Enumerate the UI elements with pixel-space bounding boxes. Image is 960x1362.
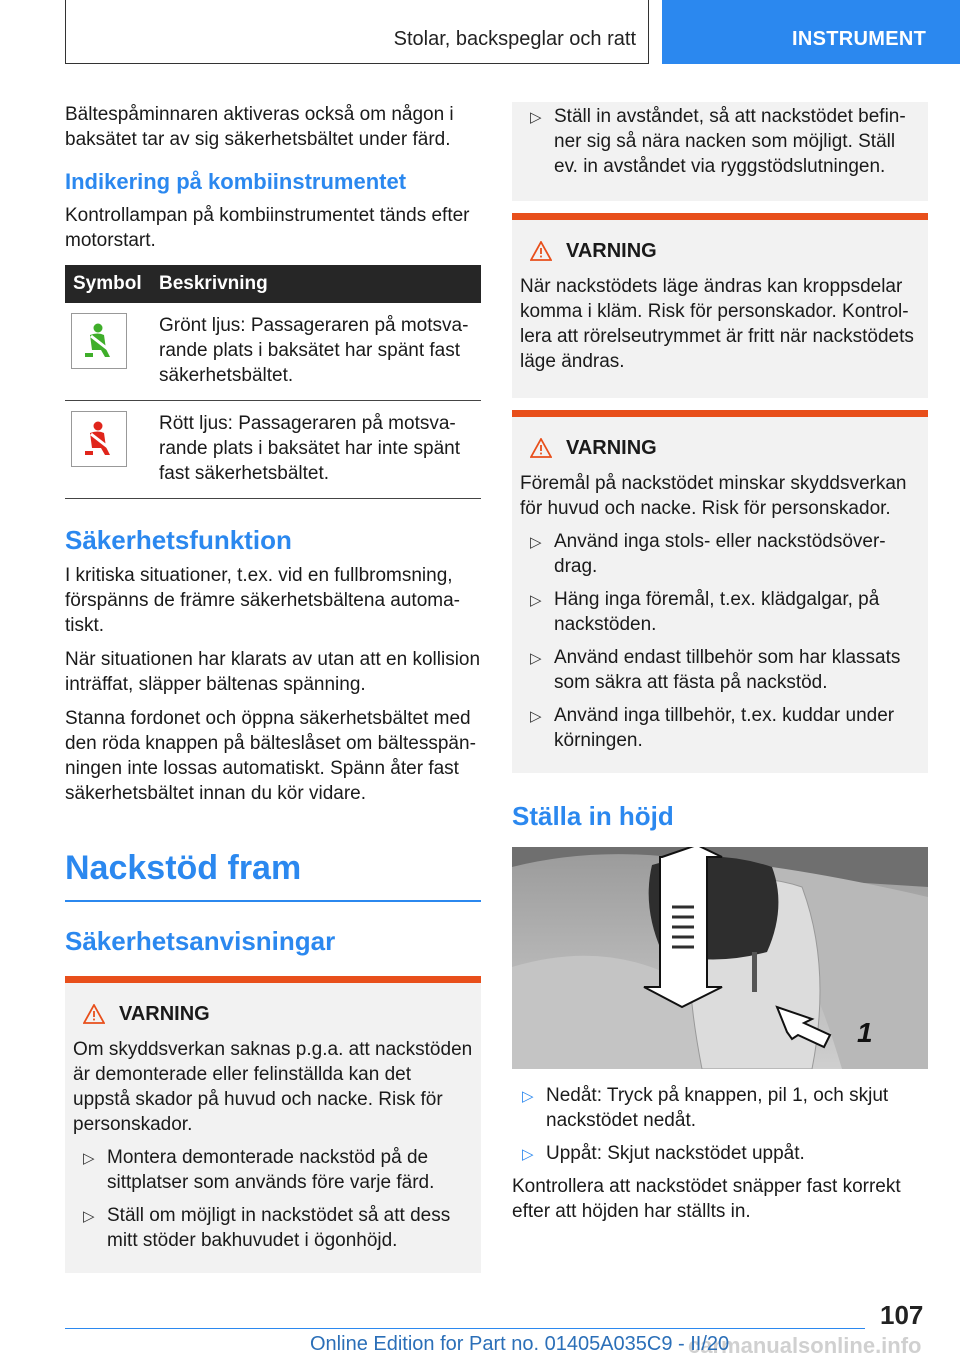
warning-triangle-icon xyxy=(83,1004,105,1024)
header-section-box xyxy=(65,0,649,64)
list-item: ▷ Nedåt: Tryck på knappen, pil 1, och skjut nackstödet nedåt. xyxy=(522,1085,889,1131)
triangle-bullet-icon: ▷ xyxy=(83,1208,95,1225)
section-title: Stolar, backspeglar och ratt xyxy=(393,28,636,50)
warning-text: Om skyddsverkan saknas p.g.a. att nackstöden är demonterade eller felinställda kan det uppstå skador på huvud och nacke. Risk för personskador. xyxy=(73,1039,473,1135)
warning-text: När nackstödets läge ändras kan kroppsdelar komma i kläm. Risk för personskador. Kontrollera att rörelseutrymmet är fritt när nackstödets läge ändras. xyxy=(520,276,914,372)
list-item: ▷ Använd inga stols- eller nackstödsöverdrag. xyxy=(530,531,886,577)
instructions-heading: Säkerhetsanvisningar xyxy=(65,926,336,956)
right-column xyxy=(512,102,928,1233)
triangle-bullet-icon: ▷ xyxy=(522,1146,534,1163)
warning-title: VARNING xyxy=(566,437,657,459)
triangle-bullet-icon: ▷ xyxy=(530,650,542,667)
edition-footer[interactable]: Online Edition for Part no. 01405A035C9 - II/20 xyxy=(310,1333,730,1355)
headrest-figure xyxy=(512,847,928,1069)
triangle-bullet-icon: ▷ xyxy=(83,1150,95,1167)
watermark: carmanualsonline.info xyxy=(688,1333,922,1358)
warning-box xyxy=(512,410,928,773)
safety-heading: Säkerhetsfunktion xyxy=(65,525,292,555)
symbol-table xyxy=(65,265,481,499)
left-column xyxy=(65,102,481,1273)
table-header-description: Beskrivning xyxy=(151,265,481,303)
indication-heading: Indikering på kombiinstrumentet xyxy=(65,169,407,194)
table-header-symbol: Symbol xyxy=(65,265,151,303)
warning-title: VARNING xyxy=(119,1003,210,1025)
triangle-bullet-icon: ▷ xyxy=(530,534,542,551)
height-heading: Ställa in höjd xyxy=(512,801,674,831)
list-item: ▷ Ställ om möjligt in nackstödet så att dess mitt stöder bakhuvudet i ögonhöjd. xyxy=(83,1205,451,1251)
triangle-bullet-icon: ▷ xyxy=(530,109,542,126)
triangle-bullet-icon: ▷ xyxy=(522,1088,534,1105)
warning-triangle-icon xyxy=(530,438,552,458)
table-cell-description: Rött ljus: Passageraren på motsvarande plats i baksätet har inte spänt fast säkerhetsbältet. xyxy=(151,401,481,499)
table-row xyxy=(65,401,481,499)
list-item: ▷ Använd endast tillbehör som har klassats som säkra att fästa på nackstöd. xyxy=(530,647,901,693)
height-list xyxy=(512,1083,928,1166)
safety-paragraph-1: I kritiska situationer, t.ex. vid en fullbromsning, förspänns de främre säkerhetsbältena automatiskt. xyxy=(65,565,460,636)
table-cell-description: Grönt ljus: Passageraren på motsvarande plats i baksätet har spänt fast säkerhetsbältet. xyxy=(151,303,481,401)
continued-warning-box xyxy=(512,102,928,201)
seatbelt-red-icon xyxy=(71,411,127,467)
seatbelt-green-icon xyxy=(71,313,127,369)
header-chapter-tab[interactable] xyxy=(662,0,960,64)
warning-list xyxy=(520,529,920,753)
list-item: ▷ Häng inga föremål, t.ex. klädgalgar, på nackstöden. xyxy=(530,589,880,635)
list-item: ▷ Uppåt: Skjut nackstödet uppåt. xyxy=(512,1141,928,1166)
triangle-bullet-icon: ▷ xyxy=(530,708,542,725)
headrest-heading: Nackstöd fram xyxy=(65,846,481,902)
chapter-title: INSTRUMENT xyxy=(792,28,927,50)
warning-text: Föremål på nackstödet minskar skyddsverkan för huvud och nacke. Risk för personskador. xyxy=(520,473,907,519)
list-item: ▷ Ställ in avståndet, så att nackstödet befinner sig så nära nacken som möjligt. Ställ ev. in avståndet via ryggstödslutningen. xyxy=(530,106,906,177)
height-paragraph: Kontrollera att nackstödet snäpper fast korrekt efter att höjden har ställts in. xyxy=(512,1176,901,1222)
warning-box xyxy=(65,976,481,1273)
list-item: ▷ Använd inga tillbehör, t.ex. kuddar under körningen. xyxy=(530,705,895,751)
warning-title: VARNING xyxy=(566,240,657,262)
warning-triangle-icon xyxy=(530,241,552,261)
list-item: ▷ Montera demonterade nackstöd på de sittplatser som används före varje färd. xyxy=(83,1147,435,1193)
warning-box xyxy=(512,213,928,398)
indication-paragraph: Kontrollampan på kombiinstrumentet tänds efter motorstart. xyxy=(65,205,470,251)
footer-divider xyxy=(65,1328,865,1329)
warning-list xyxy=(73,1145,473,1253)
intro-paragraph: Bältespåminnaren aktiveras också om någon i baksätet tar av sig säkerhetsbältet under färd. xyxy=(65,104,454,150)
safety-paragraph-3: Stanna fordonet och öppna säkerhetsbältet med den röda knappen på bälteslåset om bältesspänningen inte lossas automatiskt. Spänn åter fast säkerhetsbältet innan du kör vidare. xyxy=(65,708,476,804)
triangle-bullet-icon: ▷ xyxy=(530,592,542,609)
table-row xyxy=(65,303,481,401)
safety-paragraph-2: När situationen har klarats av utan att en kollision inträffat, släpper bältenas spänning. xyxy=(65,649,481,695)
page-number: 107 xyxy=(880,1300,924,1330)
figure-label: 1 xyxy=(857,1017,873,1048)
